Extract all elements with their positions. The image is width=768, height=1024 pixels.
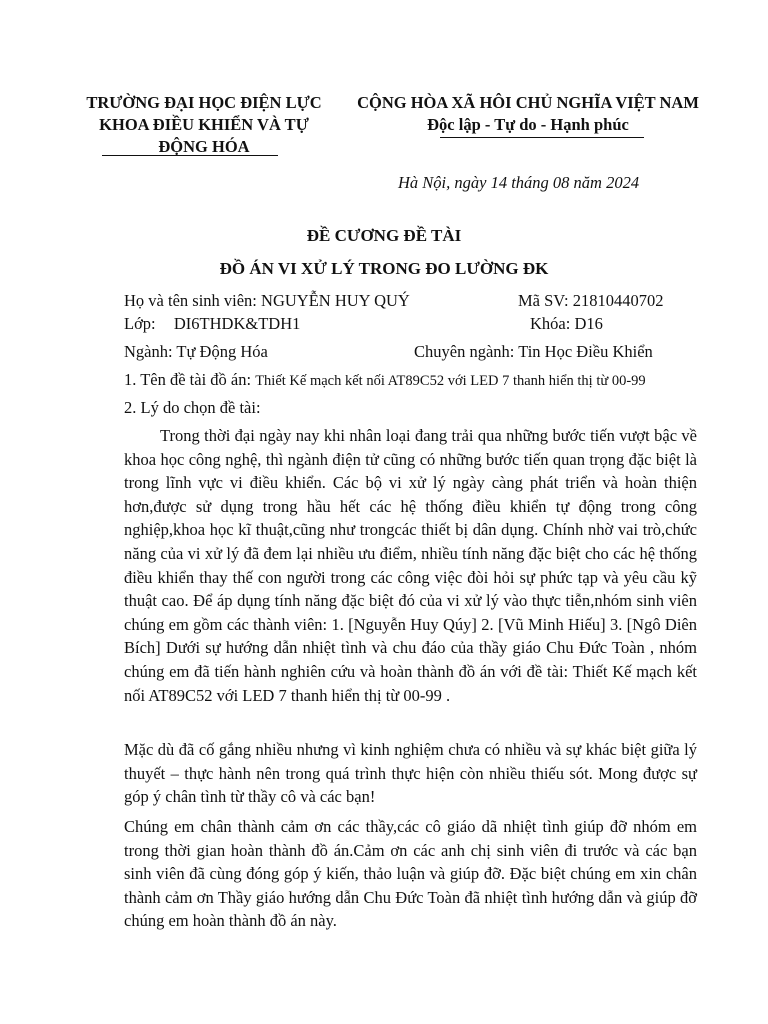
specialty-row <box>414 341 653 363</box>
section-1-value: Thiết Kế mạch kết nối AT89C52 với LED 7 thanh hiển thị từ 00-99 <box>255 373 646 389</box>
student-id: 21810440702 <box>572 291 664 310</box>
student-label: Họ và tên sinh viên: <box>124 291 257 310</box>
section-1 <box>124 369 646 392</box>
paragraph-apology: Mặc dù đã cố gắng nhiều nhưng vì kinh nghiệm chưa có nhiều và sự khác biệt giữa lý thuyết – thực hành nên trong quá trình thực hiện còn nhiều thiếu sót. Mong được sự góp ý chân tình từ thầy cô và các bạn! <box>124 740 697 807</box>
header-left-underline <box>102 155 278 156</box>
student-id-label: Mã SV: <box>518 291 569 310</box>
student-id-row <box>518 290 663 312</box>
school-name: TRƯỜNG ĐẠI HỌC ĐIỆN LỰC <box>86 93 322 112</box>
student-name: NGUYỄN HUY QUÝ <box>261 291 410 310</box>
faculty-name-line1: KHOA ĐIỀU KHIỂN VÀ TỰ <box>99 115 309 134</box>
motto: Độc lập - Tự do - Hạnh phúc <box>427 115 629 134</box>
section-1-label: 1. Tên đề tài đồ án: <box>124 370 252 389</box>
section-2-label: 2. Lý do chọn đề tài: <box>124 398 261 417</box>
class-value: DI6THDK&TDH1 <box>173 314 301 333</box>
paragraph-thanks: Chúng em chân thành cảm ơn các thầy,các cô giáo dã nhiệt tình giúp đỡ nhóm em trong thời gian hoàn thành đồ án.Cảm ơn các anh chị sinh viên đi trước và các bạn sinh viên đã cùng đóng góp ý kiến, thảo luận và giúp đỡ. Đặc biệt chúng em xin chân thành cảm ơn Thầy giáo hướng dẫn Chu Đức Toàn đã nhiệt tình hướng dẫn và giúp đỡ chúng em hoàn thành đồ án này. <box>124 817 697 931</box>
class-row <box>124 313 300 335</box>
specialty-value: Tin Học Điều Khiển <box>518 342 653 361</box>
header-right-underline <box>440 137 644 138</box>
specialty-label: Chuyên ngành: <box>414 342 515 361</box>
date-line: Hà Nội, ngày 14 tháng 08 năm 2024 <box>398 173 640 192</box>
faculty-name-line2: ĐỘNG HÓA <box>158 137 250 156</box>
paragraph-reason: Trong thời đại ngày nay khi nhân loại đang trải qua những bước tiến vượt bậc về khoa học công nghệ, thì ngành điện tử cũng có những bước tiến quan trọng đặc biệt là trong lĩnh vực vi điều khiển. Các bộ vi xử lý ngày càng phát triển và hoàn thiện hơn,được sử dụng trong hầu hết các hệ thống điều khiển tự động trong công nghiệp,khoa học kĩ thuật,cũng như trongcác thiết bị dân dụng. Chính nhờ vai trò,chức năng của vi xử lý đã đem lại nhiều ưu điểm, nhiều tính năng đặc biệt cho các hệ thống điều khiển thay thế con người trong các công việc đòi hỏi sự phức tạp và yêu cầu kỹ thuật cao. Để áp dụng tính năng đặc biệt đó của vi xử lý vào thực tiễn,nhóm sinh viên chúng em gồm các thành viên: 1. [Nguyễn Huy Qúy] 2. [Vũ Minh Hiếu] 3. [Ngô Diên Bích] Dưới sự hướng dẫn nhiệt tình và chu đáo của thầy giáo Chu Đức Toàn , nhóm chúng em đã tiến hành nghiên cứu và hoàn thành đồ án với đề tài: Thiết Kế mạch kết nối AT89C52 với LED 7 thanh hiển thị từ 00-99 . <box>124 426 697 705</box>
class-label: Lớp: <box>124 314 156 333</box>
course-row <box>530 313 603 335</box>
country-name: CỘNG HÒA XÃ HÔI CHỦ NGHĨA VIỆT NAM <box>357 93 699 112</box>
major-row <box>124 341 268 363</box>
document-title: ĐỀ CƯƠNG ĐỀ TÀI <box>306 226 462 245</box>
course-label: Khóa: <box>530 314 571 333</box>
major-value: Tự Động Hóa <box>176 342 268 361</box>
project-title: ĐỒ ÁN VI XỬ LÝ TRONG ĐO LƯỜNG ĐK <box>219 259 549 278</box>
course-value: D16 <box>574 314 603 333</box>
student-name-row <box>124 290 410 312</box>
major-label: Ngành: <box>124 342 173 361</box>
